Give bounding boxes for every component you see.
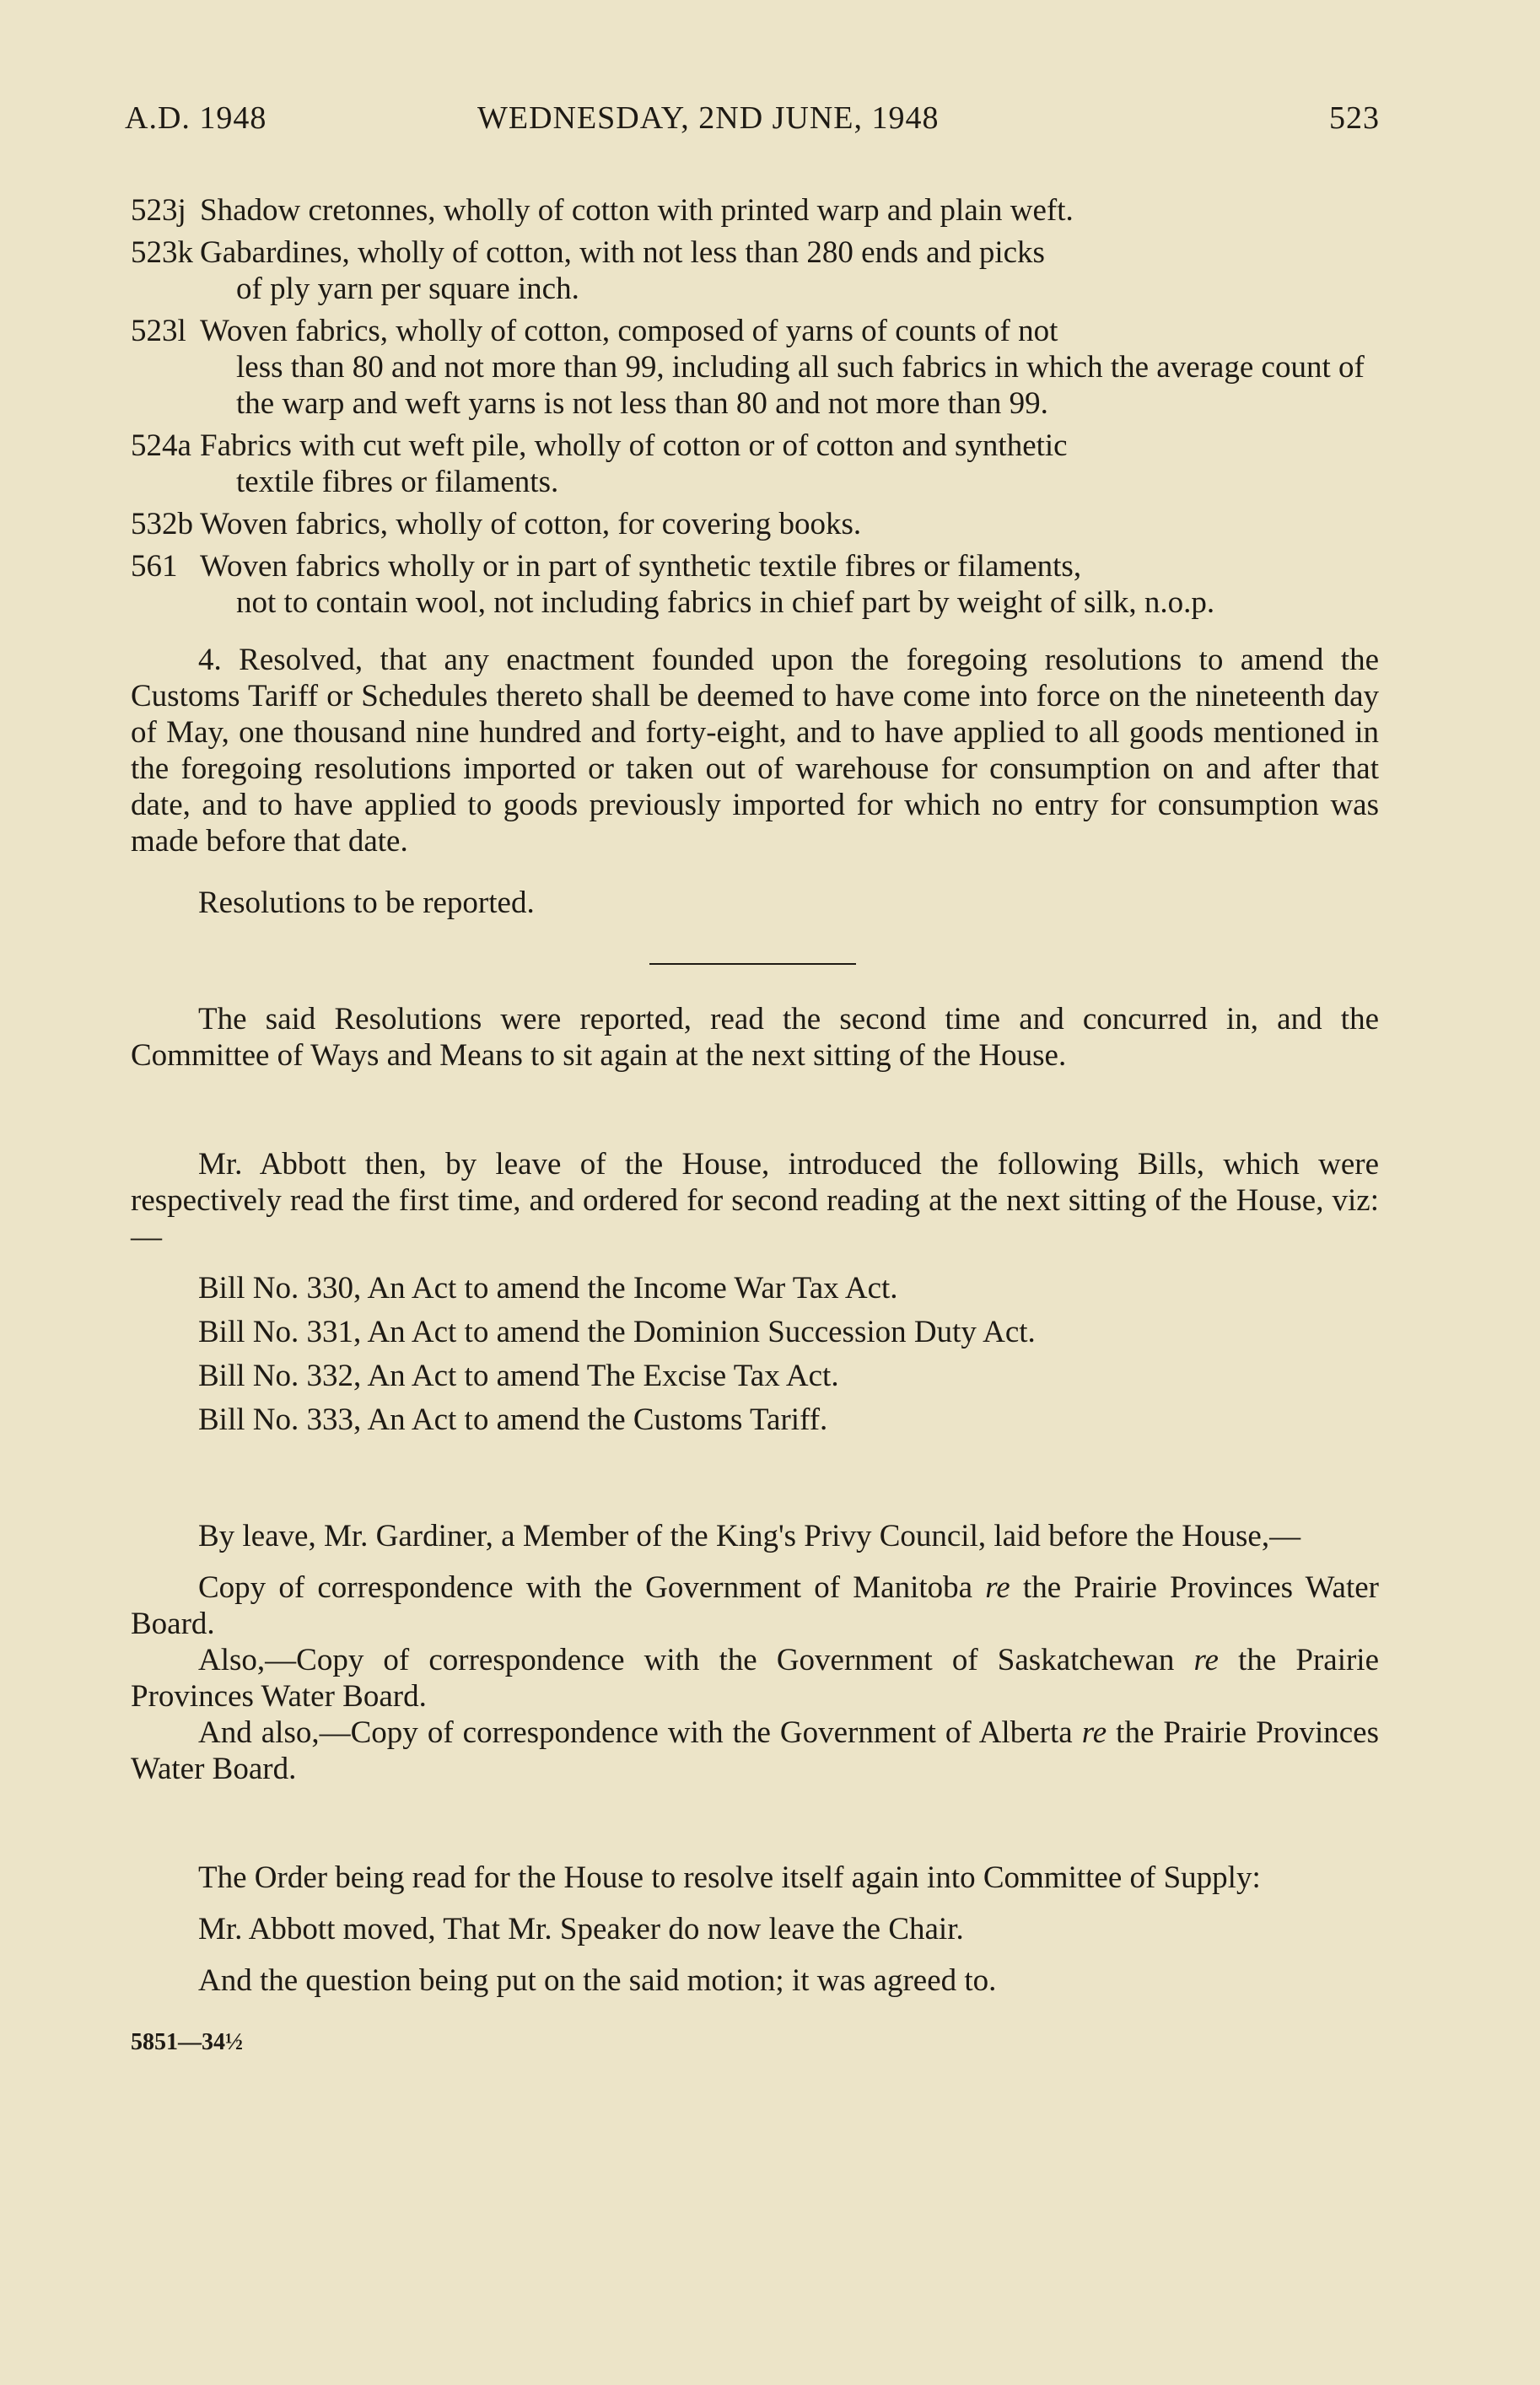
bill-entry: Bill No. 331, An Act to amend the Dominion Succession Duty Act. (198, 1315, 1036, 1349)
tariff-item-code: 561 (131, 549, 178, 584)
printer-footnote: 5851—34½ (131, 2029, 243, 2055)
motion-paragraph: Mr. Abbott moved, That Mr. Speaker do now leave the Chair. (198, 1912, 964, 1946)
running-header (125, 100, 1380, 142)
tariff-item-continuation: of ply yarn per square inch. (236, 272, 579, 306)
tariff-item (131, 428, 1379, 500)
resolution-paragraph: 4. Resolved, that any enactment founded upon the foregoing resolutions to amend the Customs Tariff or Schedules thereto shall be deemed to have come into force on the nineteenth day of May, one thousand nine hundred and forty-eight, and to have applied to all goods mentioned in the foregoing resolutions imported or taken out of warehouse for consumption on and after that date, and to have applied to goods previously imported for which no entry for consumption was made before that date. (131, 643, 1379, 859)
header-date: WEDNESDAY, 2ND JUNE, 1948 (477, 100, 940, 136)
tariff-item-text: Woven fabrics, wholly of cotton, composed of yarns of counts of not (200, 314, 1058, 348)
correspondence-manitoba: Copy of correspondence with the Government of Manitoba re the Prairie Provinces Water Board. (131, 1570, 1379, 1641)
tariff-item-continuation: not to contain wool, not including fabrics in chief part by weight of silk, n.o.p. (236, 585, 1215, 620)
tariff-item (131, 548, 1379, 621)
tariff-item-text: Gabardines, wholly of cotton, with not less than 280 ends and picks (200, 235, 1045, 270)
correspondence-saskatchewan: Also,—Copy of correspondence with the Government of Saskatchewan re the Prairie Provinces Water Board. (131, 1643, 1380, 1714)
bill-entry: Bill No. 330, An Act to amend the Income War Tax Act. (198, 1271, 898, 1306)
question-agreed-paragraph: And the question being put on the said motion; it was agreed to. (198, 1963, 997, 1998)
order-supply-paragraph: The Order being read for the House to resolve itself again into Committee of Supply: (198, 1860, 1261, 1895)
bills-list (131, 1270, 1379, 1438)
correspondence-alberta: And also,—Copy of correspondence with the Government of Alberta re the Prairie Provinces Water Board. (131, 1715, 1379, 1786)
header-year: A.D. 1948 (125, 100, 267, 136)
page-body (131, 192, 1379, 2060)
bill-entry: Bill No. 333, An Act to amend the Customs Tariff. (198, 1402, 828, 1437)
tariff-item-code: 523j (131, 193, 186, 228)
tariff-item-text: Woven fabrics, wholly of cotton, for covering books. (200, 507, 862, 541)
page-number: 523 (1329, 100, 1380, 136)
tariff-item-text: Shadow cretonnes, wholly of cotton with printed warp and plain weft. (200, 193, 1074, 228)
tariff-item-continuation: textile fibres or filaments. (236, 465, 559, 499)
tariff-item (131, 313, 1379, 422)
tariff-item (131, 234, 1379, 307)
tariff-item-code: 523l (131, 314, 186, 348)
tariff-item (131, 192, 1379, 229)
tariff-item-text: Fabrics with cut weft pile, wholly of cotton or of cotton and synthetic (200, 428, 1068, 463)
tariff-item (131, 506, 1379, 542)
tariff-item-text: Woven fabrics wholly or in part of synthetic textile fibres or filaments, (200, 549, 1082, 584)
tariff-items-list (131, 192, 1379, 621)
bill-entry: Bill No. 332, An Act to amend The Excise Tax Act. (198, 1359, 839, 1393)
tariff-item-code: 532b (131, 507, 193, 541)
resolutions-reported-line: Resolutions to be reported. (198, 886, 535, 920)
tariff-item-continuation: less than 80 and not more than 99, including all such fabrics in which the average count of the warp and weft yarns is not less than 80 and not more than 99. (236, 350, 1365, 421)
papers-tabled-paragraph: By leave, Mr. Gardiner, a Member of the King's Privy Council, laid before the House,— (198, 1519, 1301, 1553)
tariff-item-code: 523k (131, 235, 193, 270)
bills-intro-paragraph: Mr. Abbott then, by leave of the House, introduced the following Bills, which were respectively read the first time, and ordered for second reading at the next sitting of the House, viz:— (131, 1147, 1379, 1254)
resolutions-concurred-paragraph: The said Resolutions were reported, read the second time and concurred in, and the Committee of Ways and Means to sit again at the next sitting of the House. (131, 1002, 1379, 1073)
tariff-item-code: 524a (131, 428, 191, 463)
